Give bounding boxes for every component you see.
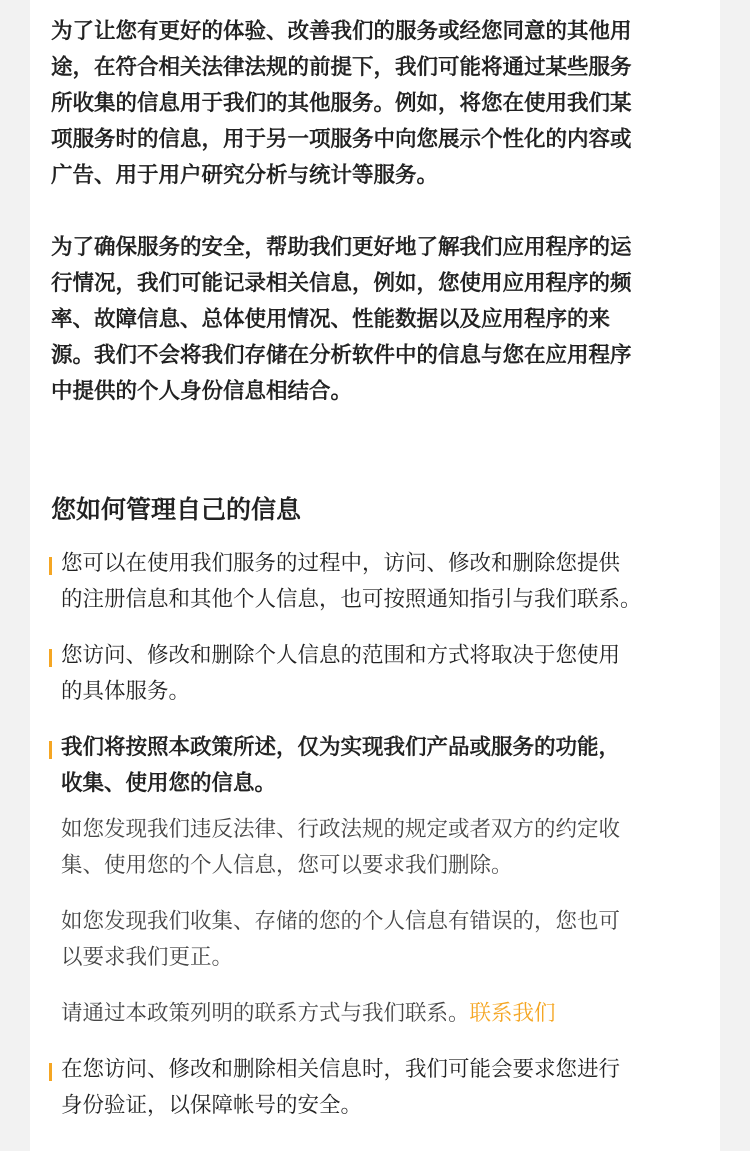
list-item-line: 我们将按照本政策所述，仅为实现我们产品或服务的功能， [61,735,621,760]
list-item-line: 您访问、修改和删除个人信息的范围和方式将取决于您使用 [61,643,621,668]
note-paragraph [61,996,556,1032]
list-item-line: 在您访问、修改和删除相关信息时，我们可能会要求您进行 [61,1057,621,1082]
note-line: 请通过本政策列明的联系方式与我们联系。 [61,1001,470,1026]
paragraph-line: 广告、用于用户研究分析与统计等服务。 [51,163,439,188]
list-item-text [61,638,620,710]
paragraph-line: 途，在符合相关法律法规的前提下，我们可能将通过某些服务 [51,55,632,80]
list-item-text [61,1052,620,1124]
note-line: 如您发现我们收集、存储的您的个人信息有错误的，您也可 [61,909,621,934]
policy-paragraph [51,230,701,410]
note-line: 以要求我们更正。 [61,945,234,970]
note-line: 集、使用您的个人信息，您可以要求我们删除。 [61,853,513,878]
policy-content-card [30,0,720,1151]
list-item-text [61,730,620,802]
paragraph-line: 源。我们不会将我们存储在分析软件中的信息与您在应用程序 [51,343,632,368]
paragraph-line: 为了确保服务的安全，帮助我们更好地了解我们应用程序的运 [51,235,632,260]
policy-paragraph [51,14,701,194]
paragraph-line: 为了让您有更好的体验、改善我们的服务或经您同意的其他用 [51,19,632,44]
paragraph-line: 所收集的信息用于我们的其他服务。例如，将您在使用我们某 [51,91,632,116]
list-item-line: 身份验证，以保障帐号的安全。 [61,1093,363,1118]
paragraph-line: 项服务时的信息，用于另一项服务中向您展示个性化的内容或 [51,127,632,152]
paragraph-line: 率、故障信息、总体使用情况、性能数据以及应用程序的来 [51,307,611,332]
section-title: 您如何管理自己的信息 [51,495,302,524]
accent-bar [49,649,52,667]
list-item-line: 的具体服务。 [61,679,191,704]
note-line: 如您发现我们违反法律、行政法规的规定或者双方的约定收 [61,817,621,842]
accent-bar [49,741,52,759]
paragraph-line: 中提供的个人身份信息相结合。 [51,379,353,404]
note-paragraph [61,812,620,884]
list-item-line: 收集、使用您的信息。 [61,771,277,796]
note-paragraph [61,904,620,976]
accent-bar [49,557,52,575]
list-item-text [61,546,642,618]
accent-bar [49,1063,52,1081]
list-item-line: 您可以在使用我们服务的过程中，访问、修改和删除您提供 [61,551,621,576]
paragraph-line: 行情况，我们可能记录相关信息，例如，您使用应用程序的频 [51,271,632,296]
contact-us-link[interactable]: 联系我们 [469,1001,556,1026]
list-item-line: 的注册信息和其他个人信息，也可按照通知指引与我们联系。 [61,587,642,612]
